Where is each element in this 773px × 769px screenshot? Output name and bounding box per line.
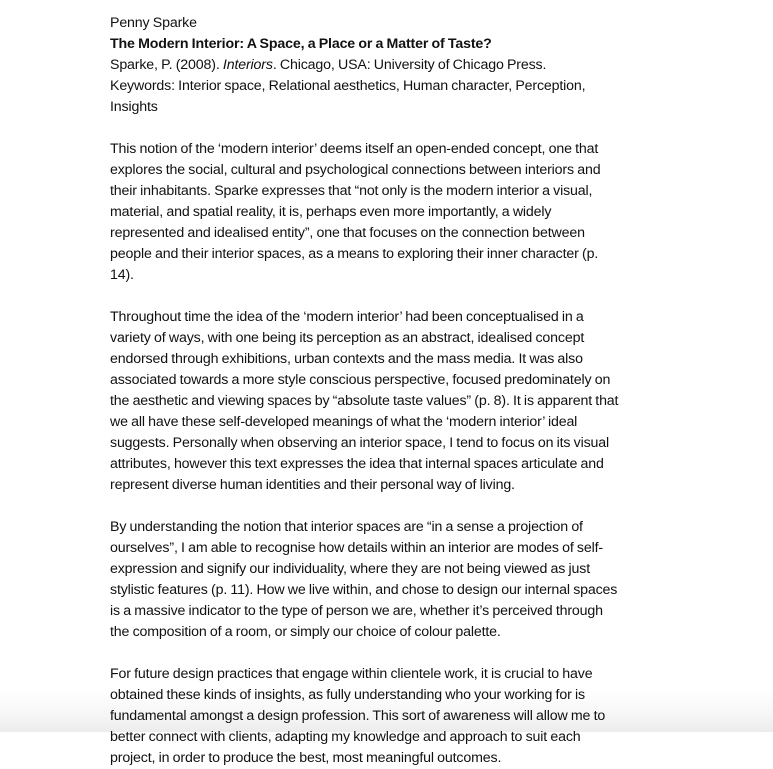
citation-prefix: Sparke, P. (2008). [110, 57, 223, 73]
paragraph-line: is a massive indicator to the type of person we are, whether it’s perceived through [110, 603, 603, 619]
citation-work-title: Interiors [222, 57, 273, 73]
paragraph-line: represented and idealised entity”, one that focuses on the connection between [110, 225, 585, 241]
article-title: The Modern Interior: A Space, a Place or a Matter of Taste? [110, 36, 492, 52]
paragraph-2 [110, 307, 670, 496]
paragraph-1 [110, 139, 670, 286]
paragraph-line: expression and signify our individuality, where they are not being viewed as just [110, 561, 591, 577]
paragraph-line: people and their interior spaces, as a means to exploring their inner character (p. [110, 246, 599, 262]
paragraph-line: 14). [110, 267, 134, 283]
paragraph-line: endorsed through exhibitions, urban contexts and the mass media. It was also [110, 351, 583, 367]
paragraph-3 [110, 517, 670, 643]
keywords-line: Insights [110, 99, 158, 115]
paragraph-line: attributes, however this text expresses the idea that internal spaces articulate and [110, 456, 604, 472]
paragraph-line: variety of ways, with one being its perception as an abstract, idealised concept [110, 330, 585, 346]
citation [110, 55, 670, 76]
paragraph-line: explores the social, cultural and psychological connections between interiors and [110, 162, 601, 178]
paragraph-line: material, and spatial reality, it is, perhaps even more importantly, a widely [110, 204, 552, 220]
paragraph-line: project, in order to produce the best, most meaningful outcomes. [110, 750, 502, 766]
paragraph-line: their inhabitants. Sparke expresses that “not only is the modern interior a visual, [110, 183, 593, 199]
paragraph-line: For future design practices that engage within clientele work, it is crucial to have [110, 666, 593, 682]
paragraph-line: the aesthetic and viewing spaces by “absolute taste values” (p. 8). It is apparent that [110, 393, 619, 409]
paragraph-line: we all have these self-developed meanings of what the ‘modern interior’ ideal [110, 414, 578, 430]
paragraph-line: By understanding the notion that interior spaces are “in a sense a projection of [110, 519, 583, 535]
paragraph-line: ourselves”, I am able to recognise how details within an interior are modes of self- [110, 540, 603, 556]
body-paragraphs [110, 139, 670, 769]
paragraph-line: suggests. Personally when observing an interior space, I tend to focus on its visual [110, 435, 610, 451]
paragraph-line: associated towards a more style conscious perspective, focused predominately on [110, 372, 611, 388]
paragraph-line: fundamental amongst a design profession. This sort of awareness will allow me to [110, 708, 606, 724]
paragraph-4 [110, 664, 670, 769]
document-header [110, 13, 670, 118]
citation-suffix: . Chicago, USA: University of Chicago Press. [272, 57, 547, 73]
paragraph-line: obtained these kinds of insights, as fully understanding who your working for is [110, 687, 585, 703]
author-name: Penny Sparke [110, 15, 197, 31]
paragraph-line: the composition of a room, or simply our choice of colour palette. [110, 624, 501, 640]
paragraph-line: represent diverse human identities and their personal way of living. [110, 477, 515, 493]
paragraph-line: stylistic features (p. 11). How we live within, and chose to design our internal spaces [110, 582, 618, 598]
document-page [110, 13, 670, 769]
paragraph-line: This notion of the ‘modern interior’ deems itself an open-ended concept, one that [110, 141, 599, 157]
paragraph-line: Throughout time the idea of the ‘modern interior’ had been conceptualised in a [110, 309, 584, 325]
keywords-line: Keywords: Interior space, Relational aesthetics, Human character, Perception, [110, 78, 586, 94]
paragraph-line: better connect with clients, adapting my knowledge and approach to suit each [110, 729, 581, 745]
